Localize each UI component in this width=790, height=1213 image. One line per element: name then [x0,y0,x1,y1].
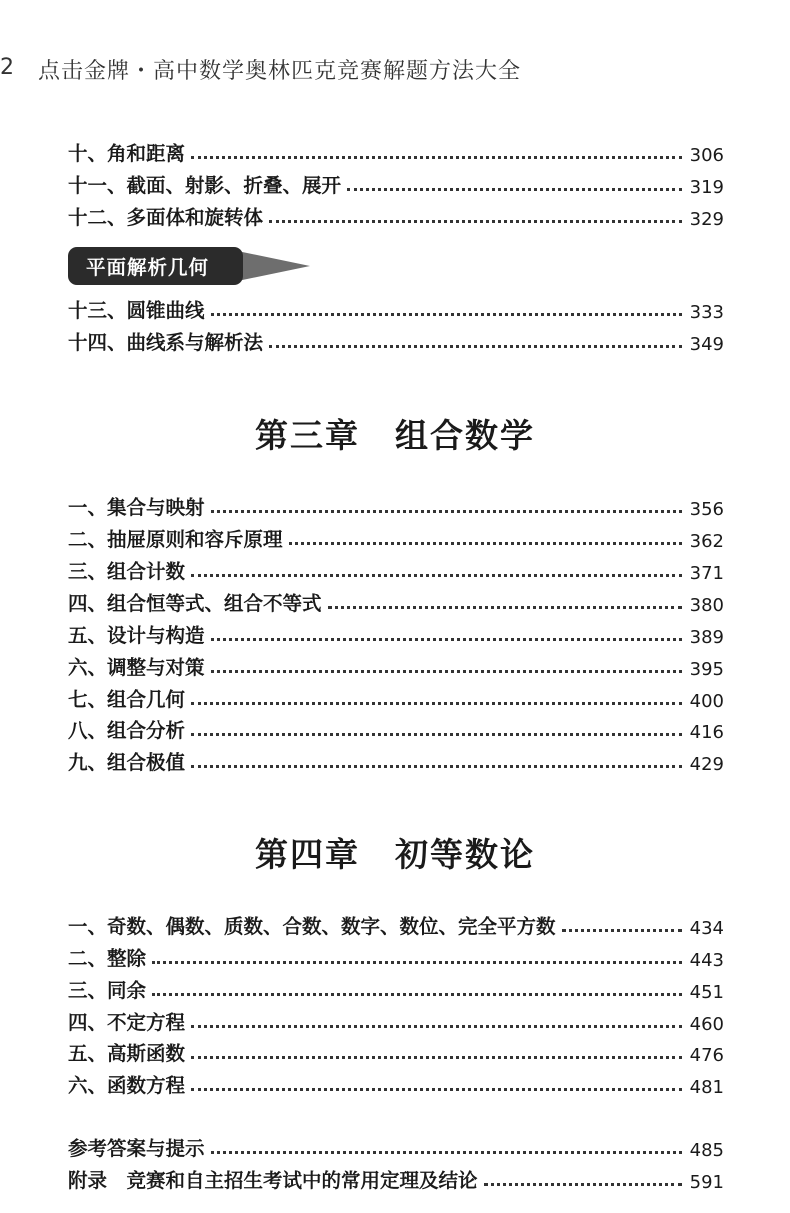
toc-entry-page: 476 [689,1045,724,1066]
toc-entry-page: 371 [689,563,724,584]
toc-entry-page: 306 [689,145,724,166]
dot-leader [152,961,682,964]
toc-entry-page: 319 [689,177,724,198]
chapter-title: 第四章 初等数论 [255,835,535,874]
dot-leader [191,702,682,705]
toc-entry-page: 429 [689,754,724,775]
dot-leader [211,670,682,673]
toc-entry-title: 十、角和距离 [68,142,186,165]
toc-entry-title: 三、组合计数 [68,560,186,583]
toc-entry-title: 参考答案与提示 [68,1137,205,1160]
dot-leader [191,765,682,768]
section-banner [68,247,310,285]
toc-entry-title: 三、同余 [68,979,147,1002]
toc-entry-title: 五、设计与构造 [68,624,205,647]
toc-entry-title: 八、组合分析 [68,719,186,742]
toc-entry[interactable] [68,325,724,355]
dot-leader [191,1088,682,1091]
toc-entry[interactable] [68,1068,724,1098]
toc-entry-page: 416 [689,722,724,743]
toc-entry-title: 九、组合极值 [68,751,186,774]
toc-entry-page: 460 [689,1014,724,1035]
toc-entry-title: 十三、圆锥曲线 [68,299,205,322]
toc-entry-title: 十四、曲线系与解析法 [68,331,264,354]
page-number: 2 [0,55,14,80]
toc-entry[interactable] [68,586,724,616]
toc-entry-page: 380 [689,595,724,616]
toc-entry[interactable] [68,554,724,584]
dot-leader [269,345,682,348]
toc-entry[interactable] [68,909,724,939]
toc-entry[interactable] [68,745,724,775]
toc-entry-page: 362 [689,531,724,552]
toc-entry[interactable] [68,293,724,323]
toc-entry[interactable] [68,713,724,743]
toc-entry[interactable] [68,650,724,680]
dot-leader [211,510,682,513]
dot-leader [211,638,682,641]
toc-entry-title: 六、函数方程 [68,1074,186,1097]
toc-entry-page: 329 [689,209,724,230]
toc-entry[interactable] [68,1131,724,1161]
toc-entry[interactable] [68,973,724,1003]
toc-entry[interactable] [68,490,724,520]
dot-leader [191,1025,682,1028]
dot-leader [328,606,682,609]
dot-leader [152,993,682,996]
toc-entry[interactable] [68,682,724,712]
toc-entry-title: 二、整除 [68,947,147,970]
toc-entry-title: 附录 竞赛和自主招生考试中的常用定理及结论 [68,1169,478,1192]
toc-entry-page: 485 [689,1140,724,1161]
toc-entry-title: 十二、多面体和旋转体 [68,206,264,229]
dot-leader [191,156,682,159]
toc-entry[interactable] [68,1036,724,1066]
toc-entry-title: 五、高斯函数 [68,1042,186,1065]
toc-entry-page: 451 [689,982,724,1003]
toc-entry-page: 400 [689,691,724,712]
toc-entry[interactable] [68,200,724,230]
dot-leader [269,220,682,223]
dot-leader [562,929,682,932]
chapter-title: 第三章 组合数学 [255,416,535,455]
dot-leader [191,1056,682,1059]
toc-entry-page: 333 [689,302,724,323]
toc-entry-title: 二、抽屉原则和容斥原理 [68,528,283,551]
dot-leader [289,542,682,545]
running-header-title: 点击金牌・高中数学奥林匹克竞赛解题方法大全 [38,59,522,84]
toc-entry[interactable] [68,522,724,552]
toc-entry-page: 389 [689,627,724,648]
toc-entry[interactable] [68,1005,724,1035]
dot-leader [191,733,682,736]
toc-entry-page: 349 [689,334,724,355]
toc-entry-title: 十一、截面、射影、折叠、展开 [68,174,342,197]
dot-leader [211,313,682,316]
toc-entry-page: 591 [689,1172,724,1193]
toc-entry-page: 481 [689,1077,724,1098]
toc-entry-page: 356 [689,499,724,520]
toc-entry[interactable] [68,136,724,166]
dot-leader [347,188,682,191]
toc-entry[interactable] [68,168,724,198]
toc-entry[interactable] [68,618,724,648]
toc-entry-title: 四、组合恒等式、组合不等式 [68,592,322,615]
toc-entry-page: 395 [689,659,724,680]
dot-leader [484,1183,682,1186]
toc-entry-page: 434 [689,918,724,939]
toc-entry-title: 六、调整与对策 [68,656,205,679]
toc-entry-title: 四、不定方程 [68,1011,186,1034]
toc-entry-title: 七、组合几何 [68,688,186,711]
section-banner-label: 平面解析几何 [86,256,210,279]
dot-leader [191,574,682,577]
toc-entry[interactable] [68,941,724,971]
toc-entry[interactable] [68,1163,724,1193]
toc-entry-page: 443 [689,950,724,971]
toc-entry-title: 一、奇数、偶数、质数、合数、数字、数位、完全平方数 [68,915,556,938]
dot-leader [211,1151,682,1154]
toc-entry-title: 一、集合与映射 [68,496,205,519]
